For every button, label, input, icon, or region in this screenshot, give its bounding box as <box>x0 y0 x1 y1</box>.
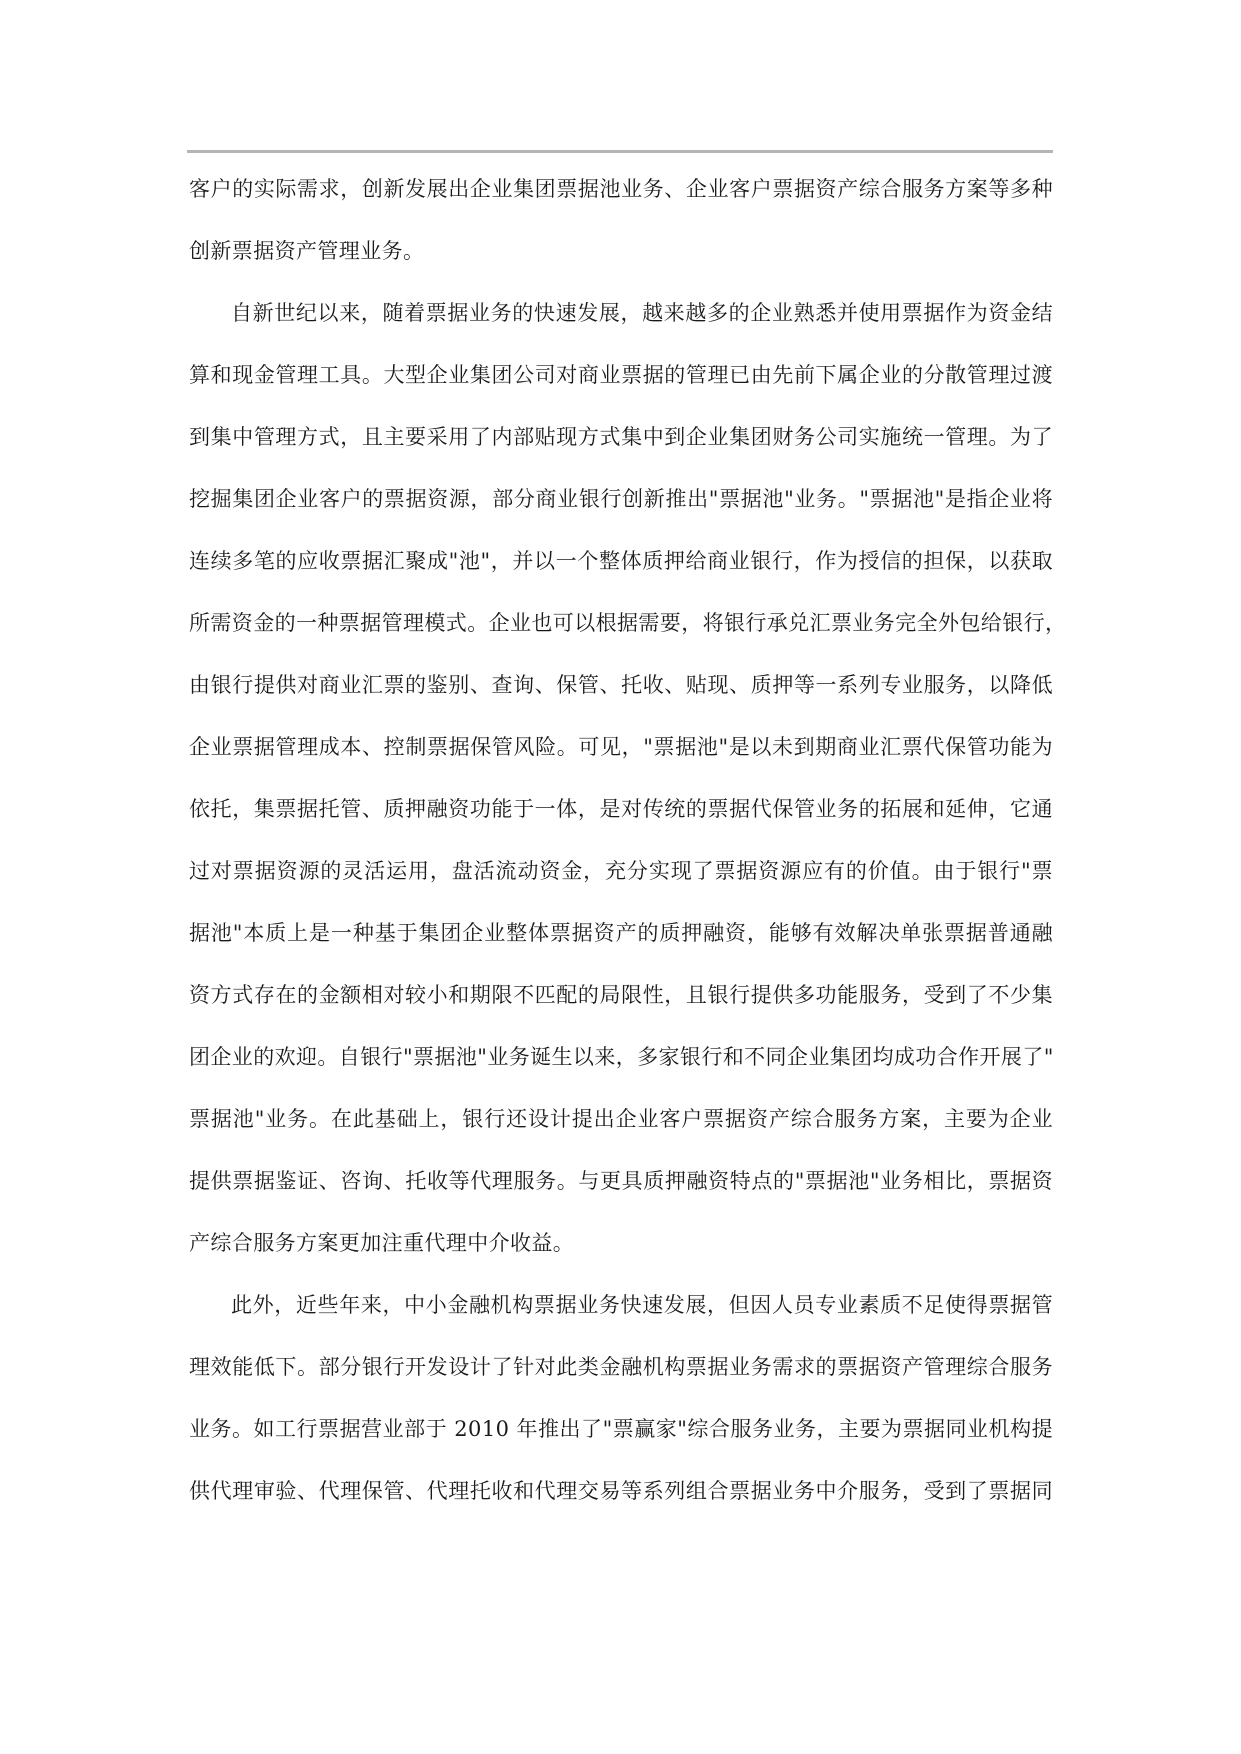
text-line: 供代理审验、代理保管、代理托收和代理交易等系列组合票据业务中介服务，受到了票据同 <box>189 1479 1053 1503</box>
text-line: 据池"本质上是一种基于集团企业整体票据资产的质押融资，能够有效解决单张票据普通融 <box>189 921 1053 945</box>
paragraph-first-line: 此外，近些年来，中小金融机构票据业务快速发展，但因人员专业素质不足使得票据管 <box>231 1293 1053 1317</box>
text-line: 企业票据管理成本、控制票据保管风险。可见，"票据池"是以未到期商业汇票代保管功能为 <box>189 735 1053 759</box>
text-line: 资方式存在的金额相对较小和期限不匹配的局限性，且银行提供多功能服务，受到了不少集 <box>189 983 1053 1007</box>
text-line: 团企业的欢迎。自银行"票据池"业务诞生以来，多家银行和不同企业集团均成功合作开展了" <box>189 1045 1054 1069</box>
text-line: 连续多笔的应收票据汇聚成"池"，并以一个整体质押给商业银行，作为授信的担保，以获取 <box>189 549 1053 573</box>
text-line: 过对票据资源的灵活运用，盘活流动资金，充分实现了票据资源应有的价值。由于银行"票 <box>189 859 1053 883</box>
text-line: 业务。如工行票据营业部于 2010 年推出了"票赢家"综合服务业务，主要为票据同业机构提 <box>189 1417 1053 1441</box>
text-line: 票据池"业务。在此基础上，银行还设计提出企业客户票据资产综合服务方案，主要为企业 <box>189 1107 1053 1131</box>
paragraph-first-line: 自新世纪以来，随着票据业务的快速发展，越来越多的企业熟悉并使用票据作为资金结 <box>231 301 1053 325</box>
text-line: 挖掘集团企业客户的票据资源，部分商业银行创新推出"票据池"业务。"票据池"是指企业将 <box>189 487 1053 511</box>
text-line: 产综合服务方案更加注重代理中介收益。 <box>189 1231 575 1255</box>
text-line: 到集中管理方式，且主要采用了内部贴现方式集中到企业集团财务公司实施统一管理。为了 <box>189 425 1053 449</box>
text-line: 算和现金管理工具。大型企业集团公司对商业票据的管理已由先前下属企业的分散管理过渡 <box>189 363 1053 387</box>
header-rule <box>187 150 1053 153</box>
text-line: 客户的实际需求，创新发展出企业集团票据池业务、企业客户票据资产综合服务方案等多种 <box>189 177 1053 201</box>
text-line: 提供票据鉴证、咨询、托收等代理服务。与更具质押融资特点的"票据池"业务相比，票据资 <box>189 1169 1053 1193</box>
text-line: 所需资金的一种票据管理模式。企业也可以根据需要，将银行承兑汇票业务完全外包给银行， <box>189 611 1067 635</box>
text-line: 理效能低下。部分银行开发设计了针对此类金融机构票据业务需求的票据资产管理综合服务 <box>189 1355 1053 1379</box>
text-line: 由银行提供对商业汇票的鉴别、查询、保管、托收、贴现、质押等一系列专业服务，以降低 <box>189 673 1053 697</box>
text-line: 创新票据资产管理业务。 <box>189 239 425 263</box>
text-line: 依托，集票据托管、质押融资功能于一体，是对传统的票据代保管业务的拓展和延伸，它通 <box>189 797 1053 821</box>
